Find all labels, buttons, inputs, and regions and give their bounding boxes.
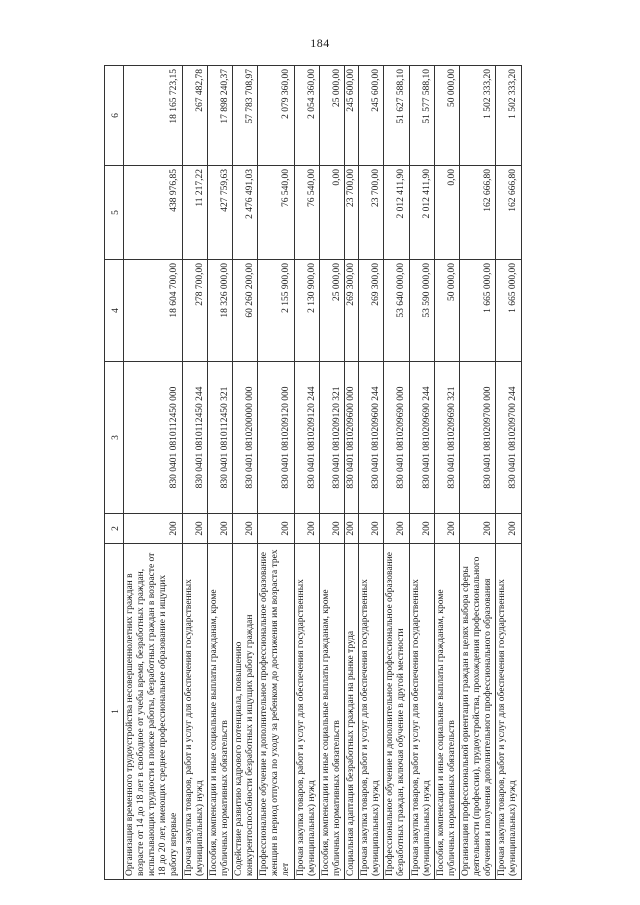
table-row: [384, 66, 409, 880]
row-description: Прочая закупка товаров, работ и услуг для обеспечения государственных (муниципальных) нужд: [409, 544, 434, 880]
row-remaining: 267 482,78: [182, 66, 207, 166]
row-executed: 162 666,80: [459, 166, 495, 260]
row-planned: 18 604 700,00: [124, 260, 183, 362]
row-remaining: 2 079 360,00: [258, 66, 294, 166]
row-description: Прочая закупка товаров, работ и услуг для обеспечения государственных (муниципальных) нужд: [182, 544, 207, 880]
row-executed: 0,00: [434, 166, 459, 260]
row-line-code: 200: [409, 514, 434, 544]
header-col-4: 4: [105, 260, 124, 362]
row-line-code: 200: [182, 514, 207, 544]
row-planned: 60 260 200,00: [232, 260, 257, 362]
row-line-code: 200: [207, 514, 232, 544]
table-row: [359, 66, 384, 880]
row-line-code: 200: [459, 514, 495, 544]
row-description: Пособия, компенсации и иные социальные выплаты гражданам, кроме публичных нормативных обязательств: [434, 544, 459, 880]
row-budget-code: 830 0401 0810112450 244: [182, 362, 207, 514]
row-planned: 53 590 000,00: [409, 260, 434, 362]
table-row: [182, 66, 207, 880]
row-planned: 1 665 000,00: [496, 260, 521, 362]
row-budget-code: 830 0401 0810209700 244: [496, 362, 521, 514]
row-remaining: 51 577 588,10: [409, 66, 434, 166]
budget-table: [104, 65, 522, 880]
row-planned: 2 155 900,00: [258, 260, 294, 362]
row-budget-code: 830 0401 0810209120 000: [258, 362, 294, 514]
rotated-table-frame: [104, 66, 584, 880]
table-row: [294, 66, 319, 880]
rotated-table-area: [104, 66, 584, 880]
table-row: [496, 66, 521, 880]
row-remaining: 50 000,00: [434, 66, 459, 166]
row-description: Прочая закупка товаров, работ и услуг для обеспечения государственных (муниципальных) нужд: [359, 544, 384, 880]
row-planned: 1 665 000,00: [459, 260, 495, 362]
table-row: [344, 66, 358, 880]
row-line-code: 200: [496, 514, 521, 544]
row-description: Профессиональное обучение и дополнительное профессиональное образование женщин в период отпуска по уходу за ребенком до достижения им возраста трех лет: [258, 544, 294, 880]
row-budget-code: 830 0401 0810209600 244: [359, 362, 384, 514]
row-budget-code: 830 0401 0810112450 321: [207, 362, 232, 514]
row-remaining: 17 898 240,37: [207, 66, 232, 166]
table-row: [459, 66, 495, 880]
row-executed: 427 759,63: [207, 166, 232, 260]
row-executed: 438 976,85: [124, 166, 183, 260]
row-line-code: 200: [384, 514, 409, 544]
row-budget-code: 830 0401 0810209700 000: [459, 362, 495, 514]
row-description: Прочая закупка товаров, работ и услуг для обеспечения государственных (муниципальных) нужд: [294, 544, 319, 880]
header-col-2: 2: [105, 514, 124, 544]
row-budget-code: 830 0401 0810209600 000: [344, 362, 358, 514]
row-planned: 269 300,00: [344, 260, 358, 362]
row-remaining: 25 000,00: [319, 66, 344, 166]
row-planned: 269 300,00: [359, 260, 384, 362]
header-col-6: 6: [105, 66, 124, 166]
row-description: Пособия, компенсации и иные социальные выплаты гражданам, кроме публичных нормативных обязательств: [207, 544, 232, 880]
row-remaining: 51 627 588,10: [384, 66, 409, 166]
row-budget-code: 830 0401 0810209690 000: [384, 362, 409, 514]
row-description: Социальная адаптация безработных граждан на рынке труда: [344, 544, 358, 880]
row-line-code: 200: [319, 514, 344, 544]
row-description: Профессиональное обучение и дополнительное профессиональное образование безработных граждан, включая обучение в другой местности: [384, 544, 409, 880]
header-col-3: 3: [105, 362, 124, 514]
row-planned: 2 130 900,00: [294, 260, 319, 362]
row-budget-code: 830 0401 0810209690 321: [434, 362, 459, 514]
row-remaining: 18 165 723,15: [124, 66, 183, 166]
row-description: Содействие развитию кадрового потенциала, повышению конкурентоспособности безработных и ищущих работу граждан: [232, 544, 257, 880]
row-executed: 23 700,00: [344, 166, 358, 260]
row-line-code: 200: [258, 514, 294, 544]
page-number: 184: [310, 36, 330, 50]
table-row: [434, 66, 459, 880]
row-line-code: 200: [434, 514, 459, 544]
row-budget-code: 830 0401 0810200000 000: [232, 362, 257, 514]
row-line-code: 200: [344, 514, 358, 544]
row-executed: 76 540,00: [258, 166, 294, 260]
row-line-code: 200: [359, 514, 384, 544]
table-row: [124, 66, 183, 880]
row-planned: 50 000,00: [434, 260, 459, 362]
row-executed: 2 012 411,90: [384, 166, 409, 260]
row-line-code: 200: [124, 514, 183, 544]
row-description: Пособия, компенсации и иные социальные выплаты гражданам, кроме публичных нормативных обязательств: [319, 544, 344, 880]
row-budget-code: 830 0401 0810209120 244: [294, 362, 319, 514]
row-description: Прочая закупка товаров, работ и услуг для обеспечения государственных (муниципальных) нужд: [496, 544, 521, 880]
row-description: Организация временного трудоустройства несовершеннолетних граждан в возрасте от 14 до 18 лет в свободное от учебы время, безработных граждан, испытывающих трудности в поиске работы, безработных граждан в возрасте от 18 до 20 лет, имеющих среднее профессиональное образование и ищущих работу впервые: [124, 544, 183, 880]
table-header-row: [105, 66, 124, 880]
row-remaining: 57 783 708,97: [232, 66, 257, 166]
row-planned: 25 000,00: [319, 260, 344, 362]
header-col-5: 5: [105, 166, 124, 260]
table-row: [232, 66, 257, 880]
row-remaining: 1 502 333,20: [459, 66, 495, 166]
row-executed: 11 217,22: [182, 166, 207, 260]
row-planned: 18 326 000,00: [207, 260, 232, 362]
row-planned: 53 640 000,00: [384, 260, 409, 362]
row-planned: 278 700,00: [182, 260, 207, 362]
row-budget-code: 830 0401 0810112450 000: [124, 362, 183, 514]
row-budget-code: 830 0401 0810209120 321: [319, 362, 344, 514]
row-line-code: 200: [232, 514, 257, 544]
table-row: [258, 66, 294, 880]
row-executed: 76 540,00: [294, 166, 319, 260]
row-remaining: 245 600,00: [359, 66, 384, 166]
row-executed: 23 700,00: [359, 166, 384, 260]
row-executed: 2 476 491,03: [232, 166, 257, 260]
row-description: Организация профессиональной ориентации граждан в целях выбора сферы деятельности (профессии), трудоустройства, прохождения профессионального обучения и получения дополнительного профессионального образования: [459, 544, 495, 880]
row-executed: 2 012 411,90: [409, 166, 434, 260]
header-col-1: 1: [105, 544, 124, 880]
row-executed: 162 666,80: [496, 166, 521, 260]
row-line-code: 200: [294, 514, 319, 544]
row-executed: 0,00: [319, 166, 344, 260]
table-row: [207, 66, 232, 880]
table-row: [319, 66, 344, 880]
row-budget-code: 830 0401 0810209690 244: [409, 362, 434, 514]
row-remaining: 2 054 360,00: [294, 66, 319, 166]
row-remaining: 1 502 333,20: [496, 66, 521, 166]
table-row: [409, 66, 434, 880]
row-remaining: 245 600,00: [344, 66, 358, 166]
